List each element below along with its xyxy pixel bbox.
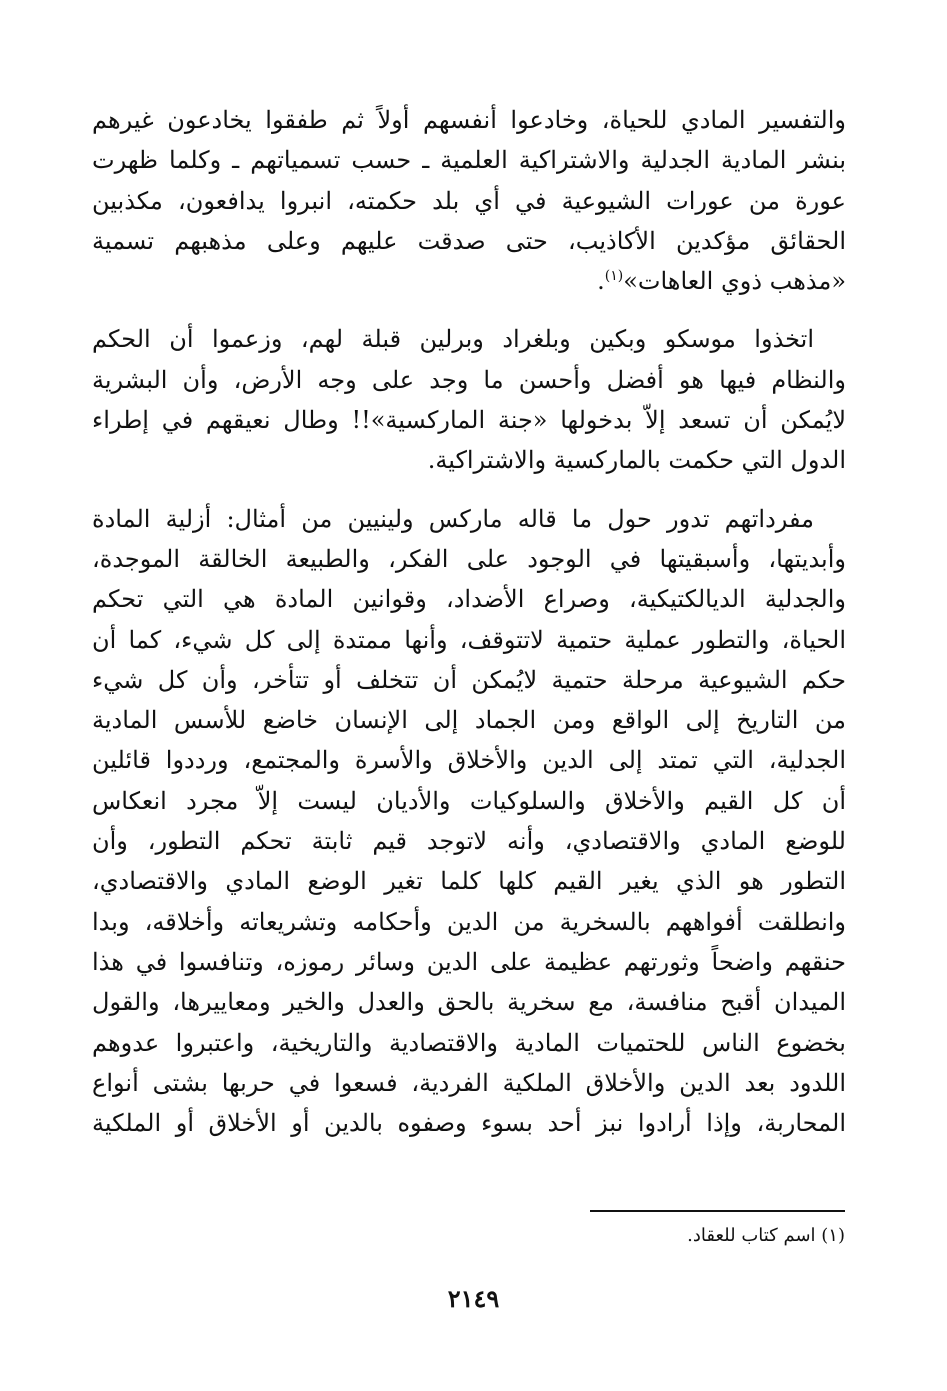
text-line: الميدان أقبح منافسة، مع سخرية بالحق والعدل والخير ومعاييرها، والقول [92, 988, 846, 1017]
body-text [92, 100, 846, 1161]
paragraph-2 [92, 319, 846, 480]
text-line: اللدود بعد الدين والأخلاق الملكية الفردية، فسعوا في حربها بشتى أنواع [92, 1068, 846, 1097]
text-line: أن كل القيم والأخلاق والسلوكيات والأديان ليست إلاّ مجرد انعكاس [92, 786, 846, 815]
text-line: الجدلية، التي تمتد إلى الدين والأخلاق والأسرة والمجتمع، ورددوا قائلين [92, 746, 846, 775]
text-line: الحقائق مؤكدين الأكاذيب، حتى صدقت عليهم وعلى مذهبهم تسمية [92, 226, 846, 255]
text-line: التطور هو الذي يغير القيم كلها كلما تغير الوضع المادي والاقتصادي، [92, 867, 846, 896]
text-line: والنظام فيها هو أفضل وأحسن ما وجد على وجه الأرض، وأن البشرية [92, 365, 846, 394]
text-line: الحياة، والتطور عملية حتمية لاتتوقف، وأنها ممتدة إلى كل شيء، كما أن [92, 625, 846, 654]
sentence-end: . [597, 267, 605, 296]
text-line [92, 261, 846, 301]
paragraph-1 [92, 100, 846, 301]
quoted-title: «مذهب ذوي العاهات» [623, 267, 846, 296]
text-line: للوضع المادي والاقتصادي، وأنه لاتوجد قيم ثابتة تحكم التطور، وأن [92, 827, 846, 856]
footnote-text: اسم كتاب للعقاد. [687, 1225, 816, 1246]
text-line: والتفسير المادي للحياة، وخادعوا أنفسهم أولاً ثم طفقوا يخادعون غيرهم [92, 106, 846, 134]
text-line: من التاريخ إلى الواقع ومن الجماد إلى الإنسان خاضع للأسس المادية [92, 706, 846, 735]
text-line: اتخذوا موسكو وبكين وبلغراد وبرلين قبلة لهم، وزعموا أن الحكم [92, 325, 814, 354]
text-line: المحاربة، وإذا أرادوا نبز أحد بسوء وصفوه بالدين أو الأخلاق أو الملكية [92, 1109, 846, 1138]
text-line: لايُمكن أن تسعد إلاّ بدخولها «جنة الماركسية»!! وطال نعيقهم في إطراء [92, 406, 846, 435]
footnote-divider [590, 1210, 845, 1212]
text-line: حكم الشيوعية مرحلة حتمية لايُمكن أن تتخلف أو تتأخر، وأن كل شيء [92, 665, 846, 694]
text-line: الدول التي حكمت بالماركسية والاشتراكية. [427, 446, 846, 475]
text-line: بخضوع الناس للحتميات المادية والاقتصادية والتاريخية، واعتبروا عدوهم [92, 1028, 846, 1057]
footnote [445, 1222, 845, 1250]
text-line: وانطلقت أفواههم بالسخرية من الدين وأحكامه وتشريعاته وأخلاقه، وبدا [92, 907, 846, 936]
text-line: مفرداتهم تدور حول ما قاله ماركس ولينيين من أمثال: أزلية المادة [92, 504, 814, 533]
text-line: والجدلية الديالكتيكية، وصراع الأضداد، وقوانين المادة هي التي تحكم [92, 585, 846, 614]
text-line: عورة من عورات الشيوعية في أي بلد حكمته، انبروا يدافعون، مكذبين [92, 186, 846, 215]
page-number: ٢١٤٩ [447, 1284, 500, 1313]
footnote-reference: (١) [604, 268, 624, 285]
paragraph-3 [92, 499, 846, 1144]
text-line: حنقهم واضحاً وثورتهم عظيمة على الدين وسائر رموزه، وتنافسوا في هذا [92, 947, 846, 976]
text-line: بنشر المادية الجدلية والاشتراكية العلمية ـ حسب تسمياتهم ـ وكلما ظهرت [92, 146, 846, 175]
footnote-marker: (١) [821, 1225, 845, 1246]
text-line: وأبديتها، وأسبقيتها في الوجود على الفكر، والطبيعة الخالقة الموجدة، [92, 544, 846, 573]
